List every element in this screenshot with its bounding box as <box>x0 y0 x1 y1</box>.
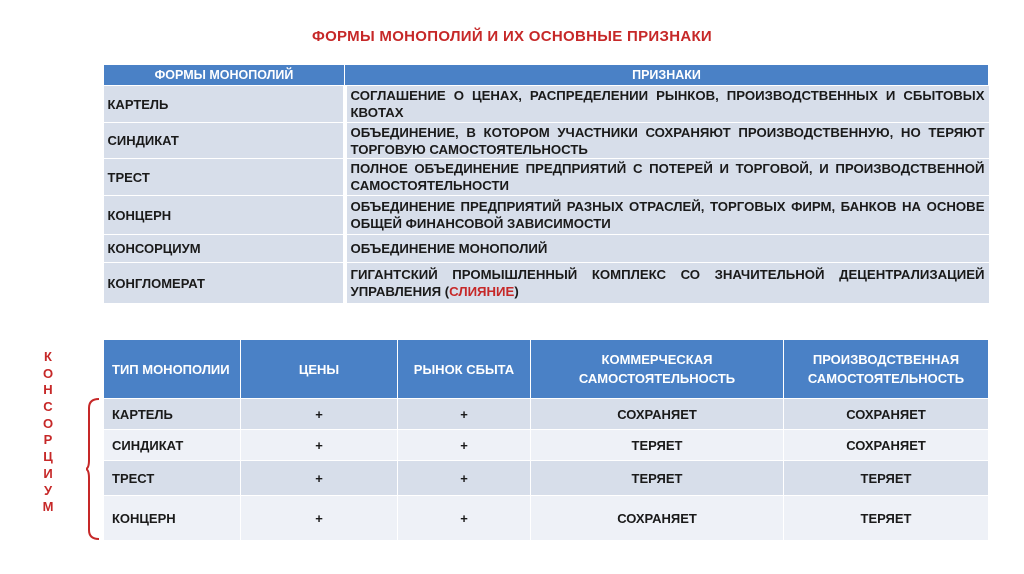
desc-cell: ОБЪЕДИНЕНИЕ, В КОТОРОМ УЧАСТНИКИ СОХРАНЯЮТ ПРОИЗВОДСТВЕННУЮ, НО ТЕРЯЮТ ТОРГОВУЮ САМОСТОЯТЕЛЬНОСТЬ <box>345 123 989 159</box>
column-header-features: ПРИЗНАКИ <box>345 65 989 86</box>
desc-text: ГИГАНТСКИЙ ПРОМЫШЛЕННЫЙ КОМПЛЕКС СО ЗНАЧИТЕЛЬНОЙ ДЕЦЕНТРАЛИЗАЦИЕЙ УПРАВЛЕНИЯ ( <box>350 267 985 299</box>
table-row <box>104 159 989 196</box>
production-cell: ТЕРЯЕТ <box>784 496 989 541</box>
column-header-production: ПРОИЗВОДСТВЕННАЯ САМОСТОЯТЕЛЬНОСТЬ <box>784 340 989 399</box>
desc-cell <box>345 263 989 304</box>
form-cell: СИНДИКАТ <box>104 123 345 159</box>
type-cell: КАРТЕЛЬ <box>104 399 241 430</box>
table-row <box>104 461 989 496</box>
monopoly-types-table <box>103 339 989 541</box>
table-row <box>104 263 989 304</box>
market-cell: + <box>398 399 531 430</box>
form-cell: КАРТЕЛЬ <box>104 86 345 123</box>
commercial-cell: ТЕРЯЕТ <box>531 461 784 496</box>
table-header-row <box>104 340 989 399</box>
table-row <box>104 123 989 159</box>
vertical-letter: Ц <box>43 449 53 465</box>
production-cell: ТЕРЯЕТ <box>784 461 989 496</box>
vertical-letter: Н <box>43 382 53 398</box>
vertical-letter: О <box>42 365 54 381</box>
type-cell: ТРЕСТ <box>104 461 241 496</box>
market-cell: + <box>398 461 531 496</box>
table-row <box>104 196 989 235</box>
prices-cell: + <box>241 496 398 541</box>
vertical-letter: С <box>43 399 53 415</box>
form-cell: КОНЦЕРН <box>104 196 345 235</box>
commercial-cell: ТЕРЯЕТ <box>531 430 784 461</box>
table-row <box>104 399 989 430</box>
prices-cell: + <box>241 461 398 496</box>
production-cell: СОХРАНЯЕТ <box>784 399 989 430</box>
desc-highlight: СЛИЯНИЕ <box>449 284 515 299</box>
column-header-market: РЫНОК СБЫТА <box>398 340 531 399</box>
vertical-letter: К <box>44 349 52 364</box>
desc-cell: ПОЛНОЕ ОБЪЕДИНЕНИЕ ПРЕДПРИЯТИЙ С ПОТЕРЕЙ И ТОРГОВОЙ, И ПРОИЗВОДСТВЕННОЙ САМОСТОЯТЕЛЬНОСТИ <box>345 159 989 196</box>
table-row <box>104 496 989 541</box>
table-row <box>104 86 989 123</box>
table-row <box>104 235 989 263</box>
form-cell: ТРЕСТ <box>104 159 345 196</box>
form-cell: КОНГЛОМЕРАТ <box>104 263 345 304</box>
desc-end: ) <box>514 284 519 299</box>
monopoly-forms-table <box>103 64 989 304</box>
column-header-forms: ФОРМЫ МОНОПОЛИЙ <box>104 65 345 86</box>
vertical-letter: М <box>42 499 54 515</box>
production-cell: СОХРАНЯЕТ <box>784 430 989 461</box>
prices-cell: + <box>241 399 398 430</box>
type-cell: СИНДИКАТ <box>104 430 241 461</box>
page-title: ФОРМЫ МОНОПОЛИЙ И ИХ ОСНОВНЫЕ ПРИЗНАКИ <box>311 28 712 45</box>
column-header-prices: ЦЕНЫ <box>241 340 398 399</box>
vertical-letter: У <box>43 482 53 498</box>
commercial-cell: СОХРАНЯЕТ <box>531 399 784 430</box>
desc-cell: СОГЛАШЕНИЕ О ЦЕНАХ, РАСПРЕДЕЛЕНИИ РЫНКОВ, ПРОИЗВОДСТВЕННЫХ И СБЫТОВЫХ КВОТАХ <box>345 86 989 123</box>
desc-cell: ОБЪЕДИНЕНИЕ МОНОПОЛИЙ <box>345 235 989 263</box>
bracket-icon <box>86 398 100 540</box>
desc-cell: ОБЪЕДИНЕНИЕ ПРЕДПРИЯТИЙ РАЗНЫХ ОТРАСЛЕЙ, ТОРГОВЫХ ФИРМ, БАНКОВ НА ОСНОВЕ ОБЩЕЙ ФИНАНСОВОЙ ЗАВИСИМОСТИ <box>345 196 989 235</box>
table-row <box>104 430 989 461</box>
column-header-commercial: КОММЕРЧЕСКАЯ САМОСТОЯТЕЛЬНОСТЬ <box>531 340 784 399</box>
column-header-type: ТИП МОНОПОЛИИ <box>104 340 241 399</box>
vertical-letter: Р <box>43 432 53 448</box>
form-cell: КОНСОРЦИУМ <box>104 235 345 263</box>
consortium-vertical-label <box>38 349 58 516</box>
type-cell: КОНЦЕРН <box>104 496 241 541</box>
table-header-row <box>104 65 989 86</box>
market-cell: + <box>398 430 531 461</box>
vertical-letter: О <box>42 415 54 431</box>
prices-cell: + <box>241 430 398 461</box>
commercial-cell: СОХРАНЯЕТ <box>531 496 784 541</box>
vertical-letter: И <box>43 465 53 481</box>
market-cell: + <box>398 496 531 541</box>
